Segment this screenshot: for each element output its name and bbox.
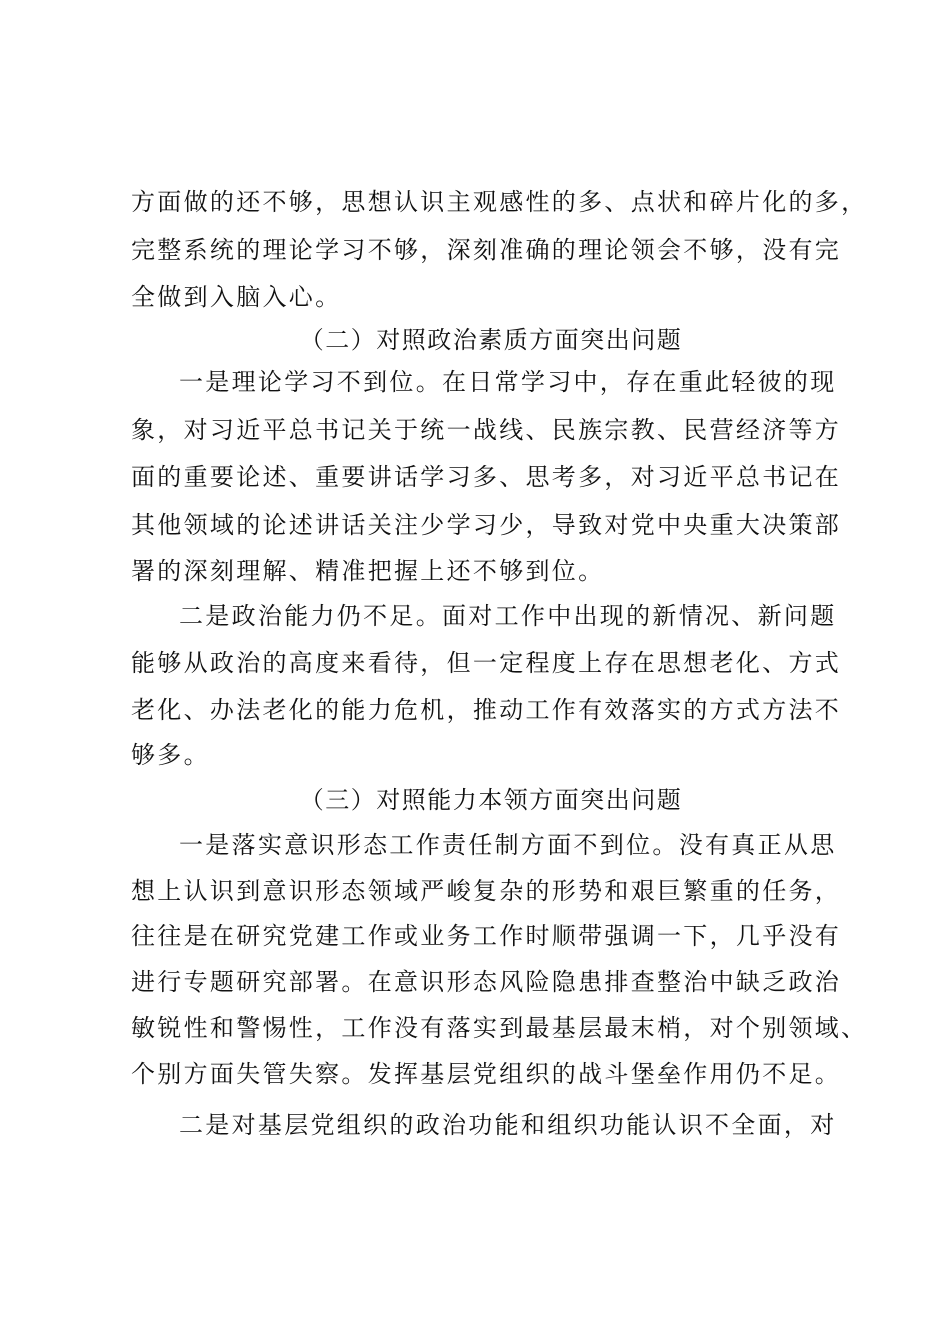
body-text-line: 够多。 <box>131 741 210 769</box>
section-heading: （二）对照政治素质方面突出问题 <box>299 326 683 354</box>
body-text-line: 想上认识到意识形态领域严峻复杂的形势和艰巨繁重的任务， <box>131 877 842 905</box>
body-text-line: 其他领域的论述讲话关注少学习少，导致对党中央重大决策部 <box>131 511 842 539</box>
body-text-line: 个别方面失管失察。发挥基层党组织的战斗堡垒作用仍不足。 <box>131 1060 842 1088</box>
body-text-line: 署的深刻理解、精准把握上还不够到位。 <box>131 557 605 585</box>
body-text-line: 进行专题研究部署。在意识形态风险隐患排查整治中缺乏政治 <box>131 968 842 996</box>
body-text-line: 老化、办法老化的能力危机，推动工作有效落实的方式方法不 <box>131 696 842 724</box>
body-text-line: 往往是在研究党建工作或业务工作时顺带强调一下，几乎没有 <box>131 922 842 950</box>
paragraph-first-line: 一是落实意识形态工作责任制方面不到位。没有真正从思 <box>179 831 837 859</box>
body-text-line: 敏锐性和警惕性，工作没有落实到最基层最末梢，对个别领域、 <box>131 1014 868 1042</box>
paragraph-first-line: 一是理论学习不到位。在日常学习中，存在重此轻彼的现 <box>179 368 837 396</box>
body-text-line: 能够从政治的高度来看待，但一定程度上存在思想老化、方式 <box>131 649 842 677</box>
body-text-line: 全做到入脑入心。 <box>131 283 342 311</box>
body-text-line: 面的重要论述、重要讲话学习多、思考多，对习近平总书记在 <box>131 463 842 491</box>
body-text-line: 方面做的还不够，思想认识主观感性的多、点状和碎片化的多， <box>131 188 868 216</box>
paragraph-first-line: 二是政治能力仍不足。面对工作中出现的新情况、新问题 <box>179 602 837 630</box>
body-text-line: 象，对习近平总书记关于统一战线、民族宗教、民营经济等方 <box>131 416 842 444</box>
paragraph-first-line: 二是对基层党组织的政治功能和组织功能认识不全面，对 <box>179 1111 837 1139</box>
body-text-line: 完整系统的理论学习不够，深刻准确的理论领会不够，没有完 <box>131 236 842 264</box>
section-heading: （三）对照能力本领方面突出问题 <box>299 786 683 814</box>
